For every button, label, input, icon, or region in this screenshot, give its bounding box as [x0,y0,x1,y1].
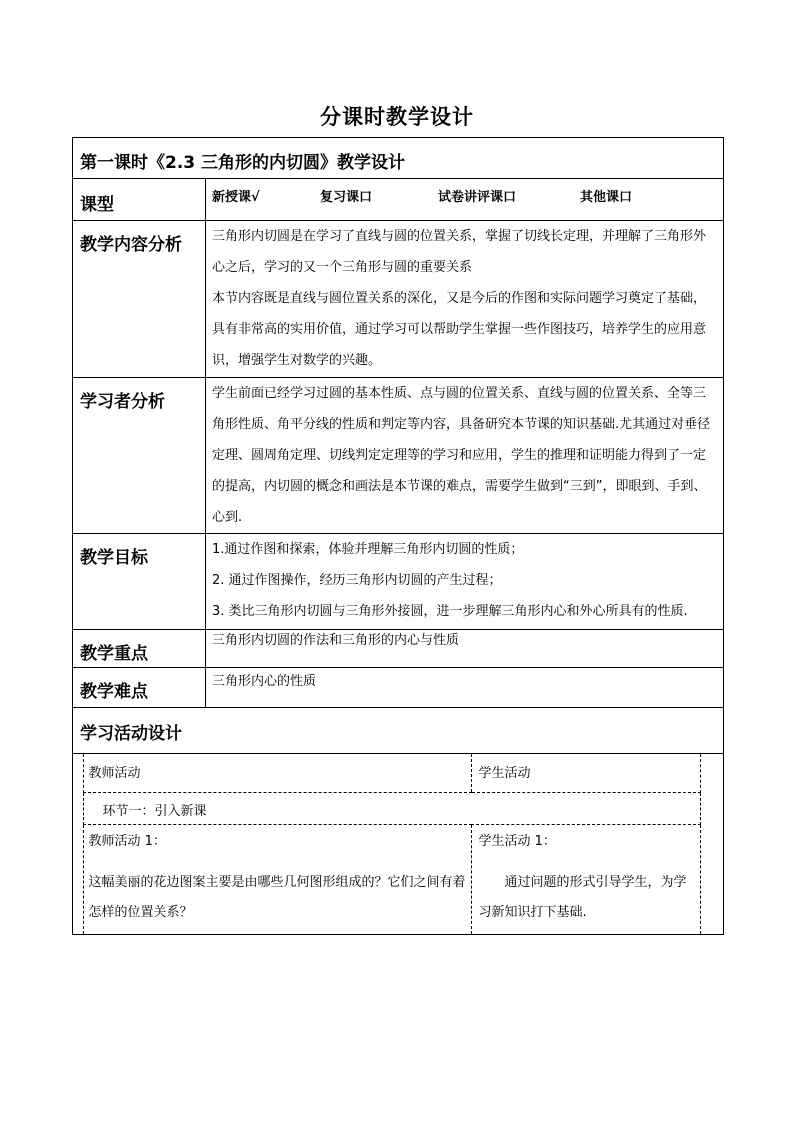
objectives-body [206,534,724,630]
course-type-option-new: 新授课√ [212,190,260,205]
key-points-label: 教学重点 [73,630,206,668]
content-analysis-label: 教学内容分析 [73,221,206,378]
activity-table [73,754,724,934]
key-points-row [73,630,724,668]
difficulties-row [73,668,724,708]
objective-item: 3. 类比三角形内切圆与三角形外接圆，进一步理解三角形内心和外心所具有的性质. [212,604,688,619]
objectives-label: 教学目标 [73,534,206,630]
teacher-activity-1 [83,824,471,934]
activity-1-row [73,824,724,934]
student-activity-1-label: 学生活动 1： [478,833,556,849]
lesson-design-table [72,137,724,935]
activity-header-row [73,754,724,792]
learner-analysis-row [73,378,724,534]
course-type-label: 课型 [73,179,206,221]
course-type-row [73,179,724,221]
lesson-title-row [73,138,724,179]
objective-item: 1.通过作图和探索，体验并理解三角形内切圆的性质； [212,542,524,557]
section-1-title: 环节一：引入新课 [83,792,700,824]
activity-table-row [73,754,724,935]
content-analysis-body [206,221,724,378]
content-analysis-paragraph-2: 本节内容既是直线与圆位置关系的深化，又是今后的作图和实际问题学习奠定了基础，具有非常高的实用价值，通过学习可以帮助学生掌握一些作图技巧，培养学生的应用意识，增强学生对数学的兴趣。 [212,291,707,368]
learner-analysis-body: 学生前面已经学习过圆的基本性质、点与圆的位置关系、直线与圆的位置关系、全等三角形性质、角平分线的性质和判定等内容，具备研究本节课的知识基础.尤其通过对垂径定理、圆周角定理、切线判定定理等的学习和应用，学生的推理和证明能力得到了一定的提高，内切圆的概念和画法是本节课的难点，需要学生做到“三到”，即眼到、手到、心到. [206,378,724,534]
activity-table-cell [73,754,724,935]
content-analysis-row [73,221,724,378]
student-activity-1 [471,824,700,934]
section-1-row [73,792,724,824]
difficulties-body: 三角形内心的性质 [206,668,724,708]
content-analysis-paragraph-1: 三角形内切圆是在学习了直线与圆的位置关系，掌握了切线长定理，并理解了三角形外心之后，学习的又一个三角形与圆的重要关系 [212,229,707,275]
student-activity-header: 学生活动 [471,754,700,792]
objectives-row [73,534,724,630]
difficulties-label: 教学难点 [73,668,206,708]
activity-design-row [73,708,724,754]
course-type-options [206,179,724,221]
course-type-option-other: 其他课口 [580,190,633,205]
learner-analysis-label: 学习者分析 [73,378,206,534]
objective-item: 2. 通过作图操作，经历三角形内切圆的产生过程； [212,573,502,588]
teacher-activity-1-label: 教师活动 1： [88,833,166,849]
course-type-option-review: 复习课口 [320,190,373,205]
lesson-title: 第一课时《2.3 三角形的内切圆》教学设计 [73,138,724,179]
key-points-body: 三角形内切圆的作法和三角形的内心与性质 [206,630,724,668]
teacher-activity-header: 教师活动 [83,754,471,792]
student-activity-1-text: 通过问题的形式引导学生，为学习新知识打下基础. [478,874,687,920]
activity-design-label: 学习活动设计 [73,708,724,754]
document-title: 分课时教学设计 [320,105,474,129]
teacher-activity-1-text: 这幅美丽的花边图案主要是由哪些几何图形组成的？它们之间有着怎样的位置关系？ [88,874,466,920]
course-type-option-exam: 试卷讲评课口 [438,190,517,205]
